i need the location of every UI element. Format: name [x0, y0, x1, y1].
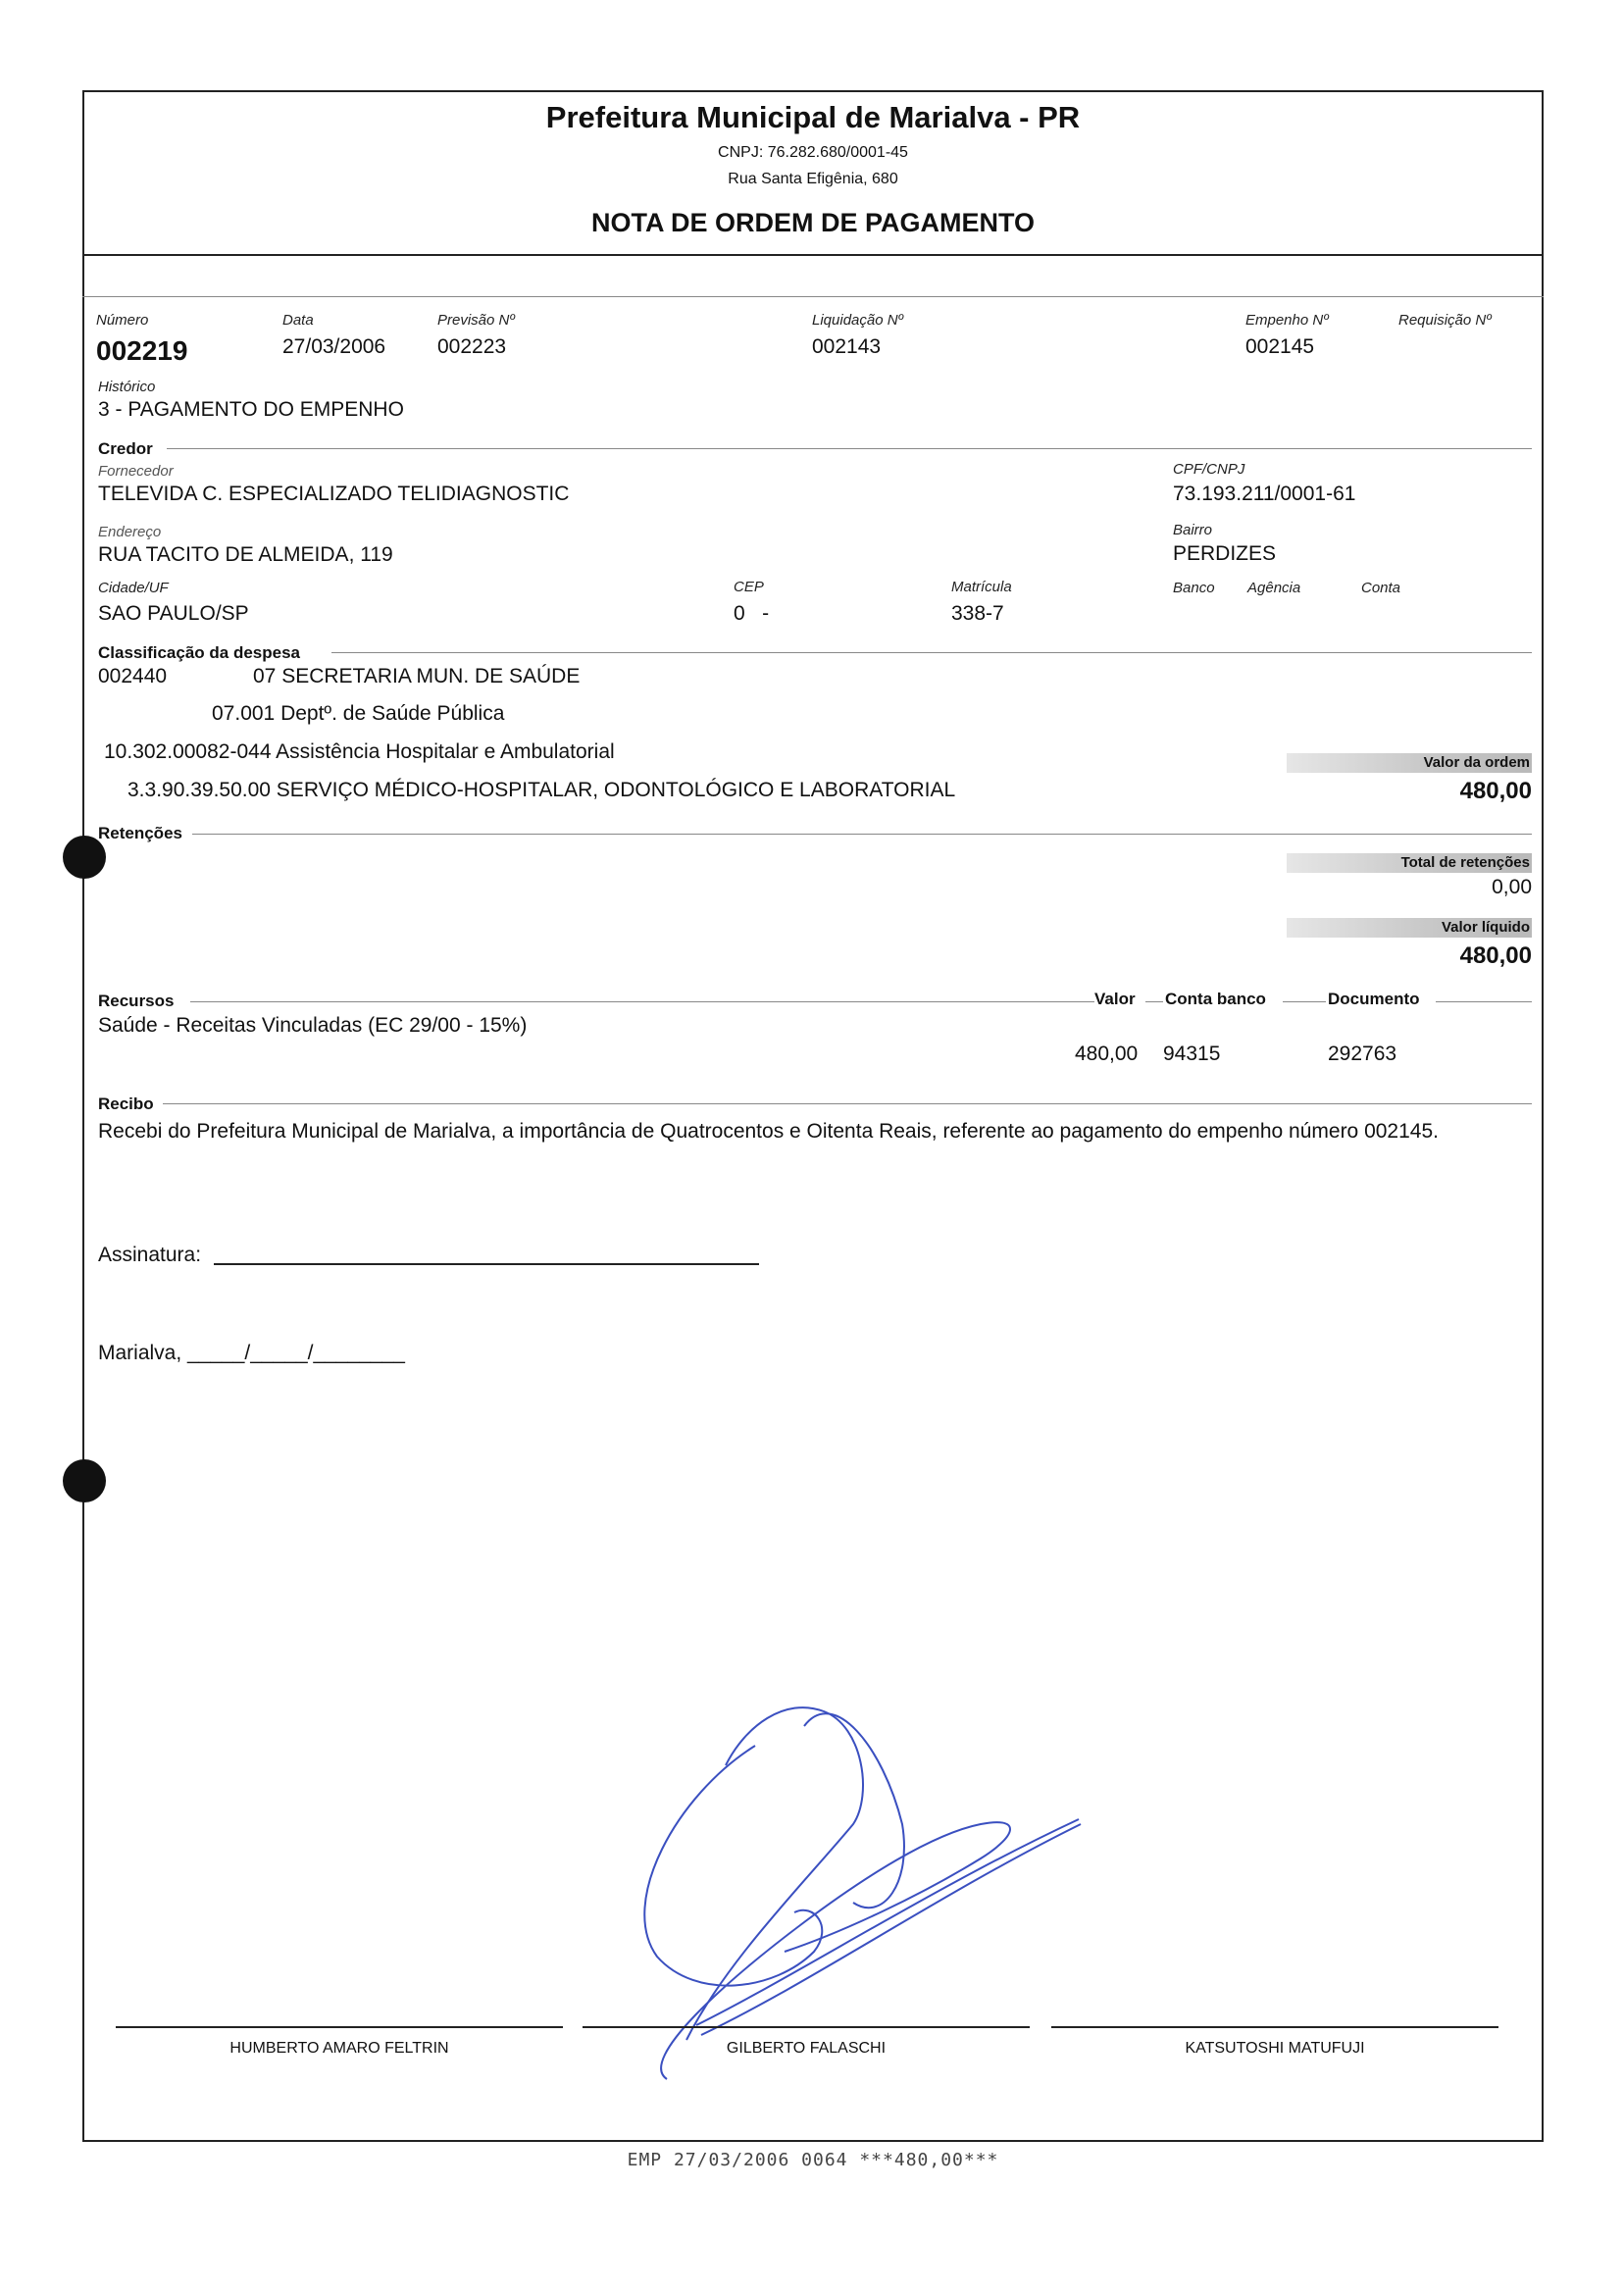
requisicao-label: Requisição Nº	[1398, 312, 1492, 329]
mechanical-stamp: EMP 27/03/2006 0064 ***480,00***	[627, 2150, 999, 2170]
retencoes-section-label: Retenções	[98, 824, 182, 842]
address: Rua Santa Efigênia, 680	[728, 171, 898, 187]
cnpj: CNPJ: 76.282.680/0001-45	[718, 144, 908, 161]
recursos-valor: 480,00	[1075, 1043, 1139, 1065]
classificacao-section-label: Classificação da despesa	[98, 643, 301, 662]
banco-label: Banco	[1173, 580, 1215, 596]
cpf-label: CPF/CNPJ	[1173, 461, 1245, 478]
fornecedor-label: Fornecedor	[98, 463, 174, 480]
credor-section-label: Credor	[98, 439, 153, 458]
recibo-text: Recebi do Prefeitura Municipal de Marialva, a importância de Quatrocentos e Oitenta Reais, referente ao pagamento do empenho número 002145.	[98, 1120, 1439, 1143]
assinatura-label: Assinatura:	[98, 1244, 202, 1266]
signatory-name: GILBERTO FALASCHI	[726, 2040, 887, 2057]
recursos-conta: 94315	[1163, 1043, 1221, 1065]
recibo-section-label: Recibo	[98, 1094, 154, 1113]
signature-stroke	[701, 1824, 1081, 2035]
classificacao-rule	[331, 652, 1532, 653]
signatory-name: KATSUTOSHI MATUFUJI	[1185, 2040, 1365, 2057]
hole-punch-bottom	[63, 1459, 106, 1502]
classificacao-code: 002440	[98, 665, 168, 687]
signature-stroke	[686, 1707, 863, 2040]
numero-label: Número	[96, 312, 149, 329]
cpf-value: 73.193.211/0001-61	[1173, 483, 1356, 505]
rule-segment	[1436, 1001, 1532, 1002]
data-local: Marialva, _____/_____/________	[98, 1342, 405, 1364]
retencoes-rule	[192, 834, 1532, 835]
cidade-label: Cidade/UF	[98, 580, 169, 596]
liquidacao-label: Liquidação Nº	[812, 312, 904, 329]
recibo-rule	[163, 1103, 1532, 1104]
numero-value: 002219	[96, 335, 188, 366]
valor-liquido: 480,00	[1459, 942, 1532, 969]
cidade-value: SAO PAULO/SP	[98, 602, 249, 625]
elemento-despesa: 3.3.90.39.50.00 SERVIÇO MÉDICO-HOSPITALAR, ODONTOLÓGICO E LABORATORIAL	[127, 779, 956, 801]
recursos-documento: 292763	[1328, 1043, 1397, 1065]
hole-punch-top	[63, 836, 106, 879]
total-retencoes-label: Total de retenções	[1400, 854, 1530, 871]
historico-label: Histórico	[98, 379, 156, 395]
departamento: 07.001 Deptº. de Saúde Pública	[212, 702, 505, 725]
recursos-section-label: Recursos	[98, 992, 175, 1010]
bairro-value: PERDIZES	[1173, 542, 1277, 565]
matricula-value: 338-7	[951, 602, 1004, 625]
recursos-valor-label: Valor	[1094, 990, 1136, 1008]
programa: 10.302.00082-044 Assistência Hospitalar e Ambulatorial	[104, 740, 615, 763]
cep-value: 0 -	[734, 602, 770, 625]
document-title: NOTA DE ORDEM DE PAGAMENTO	[590, 208, 1035, 237]
previsao-label: Previsão Nº	[437, 312, 515, 329]
valor-ordem-label: Valor da ordem	[1423, 754, 1530, 771]
credor-rule	[167, 448, 1532, 449]
liquidacao-value: 002143	[812, 335, 882, 358]
secretaria: 07 SECRETARIA MUN. DE SAÚDE	[253, 665, 581, 687]
bairro-label: Bairro	[1173, 522, 1213, 538]
recursos-rule	[190, 1001, 1094, 1002]
divider	[82, 296, 1544, 297]
assinatura-line[interactable]	[214, 1263, 759, 1265]
empenho-value: 002145	[1245, 335, 1315, 358]
valor-ordem: 480,00	[1459, 778, 1532, 804]
data-value: 27/03/2006	[282, 335, 386, 358]
agencia-label: Agência	[1247, 580, 1301, 596]
rule-segment	[1283, 1001, 1326, 1002]
valor-liquido-label: Valor líquido	[1441, 919, 1530, 936]
rule-segment	[1145, 1001, 1163, 1002]
recursos-conta-label: Conta banco	[1165, 990, 1266, 1008]
empenho-label: Empenho Nº	[1245, 312, 1329, 329]
signature-stroke	[644, 1746, 822, 1986]
signature-line	[1051, 2026, 1498, 2028]
handwritten-signature	[608, 1687, 1098, 2099]
fornecedor-value: TELEVIDA C. ESPECIALIZADO TELIDIAGNOSTIC	[98, 483, 570, 505]
header-separator	[82, 254, 1544, 256]
signatory-name: HUMBERTO AMARO FELTRIN	[229, 2040, 449, 2057]
page-title: Prefeitura Municipal de Marialva - PR	[545, 100, 1081, 134]
recursos-descricao: Saúde - Receitas Vinculadas (EC 29/00 - 15%)	[98, 1014, 528, 1037]
signature-line	[583, 2026, 1030, 2028]
total-retencoes: 0,00	[1492, 876, 1532, 898]
previsao-value: 002223	[437, 335, 507, 358]
endereco-label: Endereço	[98, 524, 162, 540]
historico-value: 3 - PAGAMENTO DO EMPENHO	[98, 398, 404, 421]
matricula-label: Matrícula	[951, 579, 1012, 595]
endereco-value: RUA TACITO DE ALMEIDA, 119	[98, 543, 393, 566]
data-label: Data	[282, 312, 314, 329]
signature-line	[116, 2026, 563, 2028]
cep-label: CEP	[734, 579, 764, 595]
conta-label: Conta	[1361, 580, 1401, 596]
recursos-documento-label: Documento	[1328, 990, 1420, 1008]
signature-stroke	[696, 1819, 1079, 2025]
